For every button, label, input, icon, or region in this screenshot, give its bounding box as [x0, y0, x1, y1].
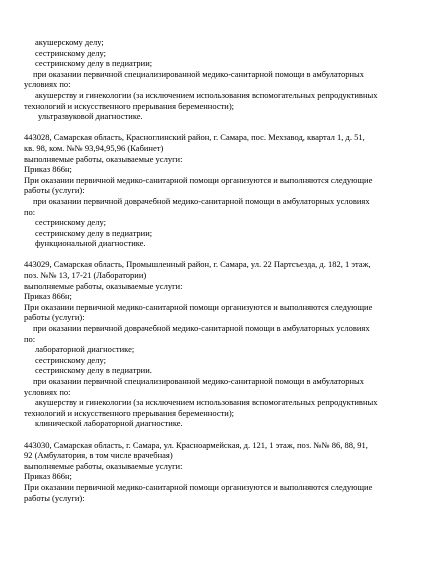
- text-line: условиях по:: [24, 386, 71, 397]
- text-line: при оказании первичной доврачебной медико-санитарной помощи в амбулаторных условиях: [33, 195, 370, 206]
- text-line: клинической лабораторной диагностике.: [35, 418, 183, 429]
- paragraph-gap: [24, 249, 406, 260]
- text-line: по:: [24, 333, 36, 344]
- text-line: при оказании первичной доврачебной медико-санитарной помощи в амбулаторных условиях: [33, 323, 370, 334]
- text-line: акушерству и гинекологии (за исключением использования вспомогательных репродуктивных: [35, 397, 378, 408]
- text-line: При оказании первичной медико-санитарной помощи организуются и выполняются следующие: [24, 301, 373, 312]
- text-line: функциональной диагностике.: [35, 238, 146, 249]
- text-line: сестринскому делу в педиатрии;: [35, 58, 153, 69]
- text-line: выполняемые работы, оказываемые услуги:: [24, 280, 183, 291]
- text-line: технологий и искусственного прерывания беременности);: [24, 100, 235, 111]
- text-line: 92 (Амбулатория, в том числе врачебная): [24, 450, 173, 461]
- text-line: работы (услуги):: [24, 185, 85, 196]
- text-line: при оказании первичной специализированной медико-санитарной помощи в амбулаторных: [33, 376, 365, 386]
- text-line: лабораторной диагностике;: [35, 344, 135, 355]
- text-line: выполняемые работы, оказываемые услуги:: [24, 153, 183, 164]
- text-line: сестринскому делу;: [35, 217, 106, 228]
- text-line: технологий и искусственного прерывания беременности);: [24, 407, 235, 418]
- text-line: 443029, Самарская область, Промышленный район, г. Самара, ул. 22 Партсъезда, д. 182, 1 этаж,: [24, 259, 371, 270]
- text-line: по:: [24, 206, 36, 217]
- text-line: работы (услуги):: [24, 312, 85, 323]
- paragraph-gap: [24, 122, 406, 133]
- text-line: условиях по:: [24, 79, 71, 90]
- text-line: Приказ 866н;: [24, 471, 72, 482]
- text-line: сестринскому делу;: [35, 47, 106, 58]
- text-line: акушерскому делу;: [35, 37, 104, 47]
- text-line: Приказ 866н;: [24, 164, 72, 175]
- text-line: 443028, Самарская область, Красноглинский район, г. Самара, пос. Мехзавод, квартал 1, д. 51,: [24, 132, 365, 143]
- text-line: сестринскому делу;: [35, 354, 106, 365]
- text-line: выполняемые работы, оказываемые услуги:: [24, 460, 183, 471]
- paragraph-gap: [24, 429, 406, 440]
- text-line: акушерству и гинекологии (за исключением использования вспомогательных репродуктивных: [35, 89, 378, 100]
- text-line: При оказании первичной медико-санитарной помощи организуются и выполняются следующие: [24, 481, 373, 492]
- text-line: при оказании первичной специализированной медико-санитарной помощи в амбулаторных: [33, 68, 365, 79]
- text-line: ультразвуковой диагностике.: [38, 111, 143, 122]
- text-line: При оказании первичной медико-санитарной помощи организуются и выполняются следующие: [24, 174, 373, 185]
- text-line: Приказ 866н;: [24, 291, 72, 302]
- text-line: сестринскому делу в педиатрии;: [35, 227, 153, 238]
- text-line: работы (услуги):: [24, 492, 85, 503]
- text-line: поз. №№ 13, 17-21 (Лаборатории): [24, 270, 147, 281]
- text-line: 443030, Самарская область, г. Самара, ул. Красноармейская, д. 121, 1 этаж, поз. №№ 86, 88, 91,: [24, 439, 368, 450]
- text-line: кв. 98, ком. №№ 93,94,95,96 (Кабинет): [24, 142, 164, 153]
- text-line: сестринскому делу в педиатрии.: [35, 365, 152, 376]
